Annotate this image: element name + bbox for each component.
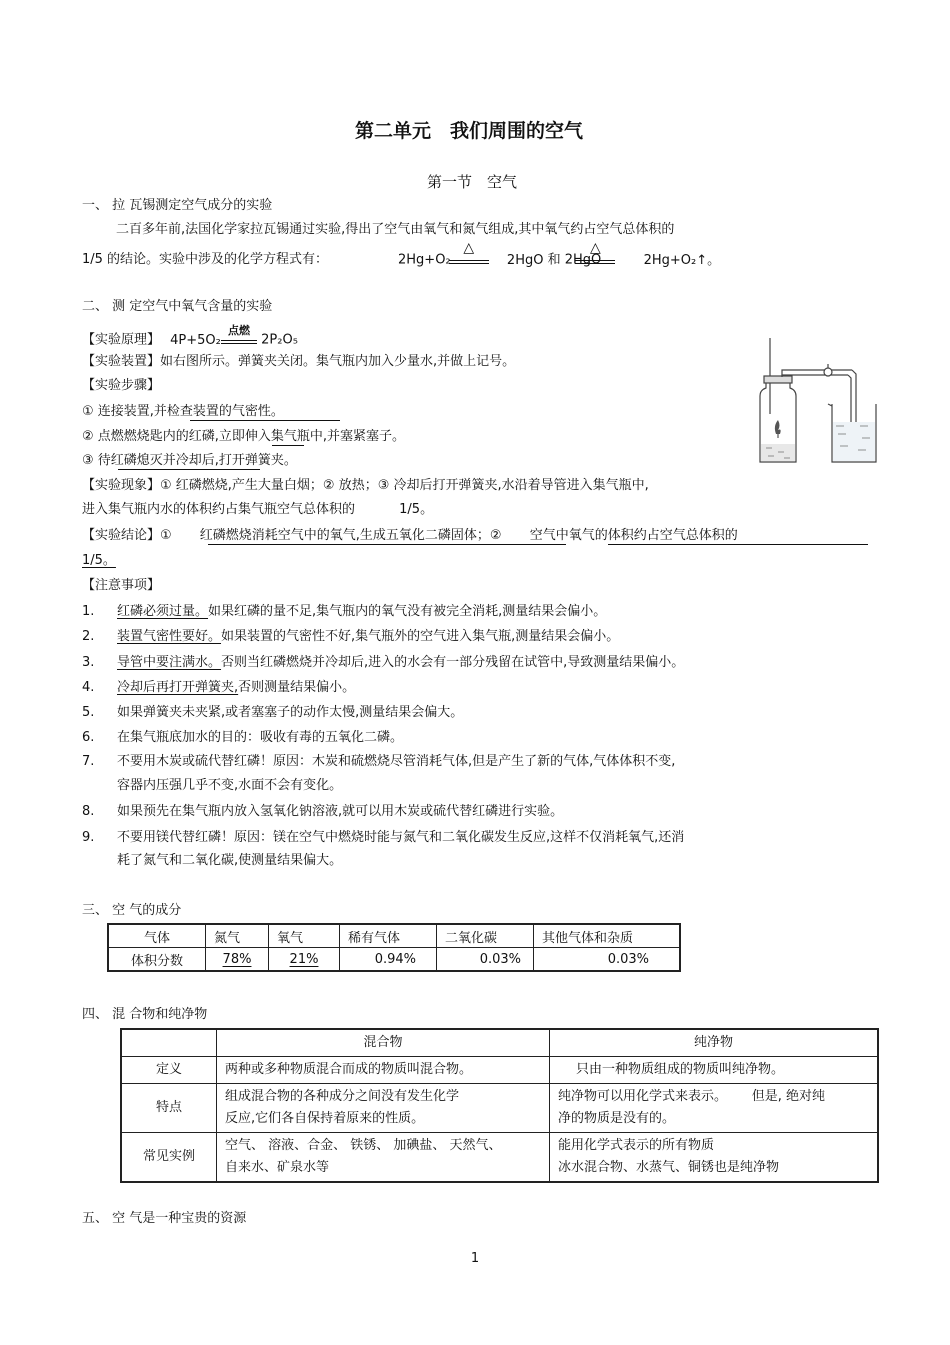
conclusion-underline-1 (208, 530, 566, 545)
cell-line: 空气、 溶液、合金、 铁锈、 加碘盐、 天然气、 (225, 1138, 502, 1153)
s4-heading: 四、 混 合物和纯净物 (82, 1007, 208, 1022)
note-item-9-cont: 耗了氮气和二氧化碳,使测量结果偏大。 (117, 853, 343, 868)
cell-line: 反应,它们各自保持着原来的性质。 (225, 1111, 425, 1126)
s1-paragraph-1: 二百多年前,法国化学家拉瓦锡通过实验,得出了空气由氧气和氮气组成,其中氧气约占空气总体积的 (116, 222, 675, 237)
note-item-7-cont: 容器内压强几乎不变,水面不会有变化。 (117, 778, 343, 793)
cell-line: 纯净物可以用化学式来表示。 但是, 绝对纯 (558, 1089, 826, 1104)
notes-label: 【注意事项】 (82, 578, 161, 593)
note-num: 4. (82, 680, 95, 695)
table-row (108, 948, 680, 972)
note-item-2 (82, 628, 619, 646)
note-item-9 (82, 829, 684, 847)
table-cell: 氮气 (206, 924, 269, 948)
s1-heading: 一、 拉 瓦锡测定空气成分的实验 (82, 198, 273, 213)
note-text: 如果红磷的量不足,集气瓶内的氧气没有被完全消耗,测量结果会偏小。 (208, 604, 607, 619)
s5-heading: 五、 空 气是一种宝贵的资源 (82, 1211, 247, 1226)
cell-line: 能用化学式表示的所有物质 (558, 1138, 715, 1153)
s1-paragraph-2 (82, 251, 328, 269)
s1-p2-prefix: 1/5 的结论。实验中涉及的化学方程式有： (82, 252, 329, 267)
s3-heading: 三、 空 气的成分 (82, 903, 182, 918)
table-cell: 0.03% (534, 948, 681, 972)
table-row (108, 924, 680, 948)
apparatus-line: 【实验装置】如右图所示。弹簧夹关闭。集气瓶内加入少量水,并做上记号。 (82, 354, 516, 369)
section-title: 第一节 空气 (426, 173, 517, 191)
step-1: ① 连接装置,并检查装置的气密性。 (82, 404, 284, 419)
table-cell: 纯净物 (550, 1029, 879, 1057)
table-cell (121, 1029, 217, 1057)
heat-symbol-2: △ (590, 240, 601, 256)
mixture-table (120, 1028, 879, 1183)
table-cell: 两种或多种物质混合而成的物质叫混合物。 (217, 1057, 550, 1084)
cell-line: 净的物质是没有的。 (558, 1111, 676, 1126)
note-num: 9. (82, 830, 95, 845)
table-row (121, 1133, 878, 1183)
note-text: 如果装置的气密性不好,集气瓶外的空气进入集气瓶,测量结果会偏小。 (221, 629, 620, 644)
step-3-underline (118, 455, 260, 470)
note-item-4 (82, 679, 355, 697)
eq2-left: 2HgO (564, 252, 602, 268)
table-cell: 0.94% (340, 948, 437, 972)
heat-arrow-2 (575, 240, 615, 269)
note-emphasis: 装置气密性要好。 (117, 629, 222, 644)
principle-label: 【实验原理】 (82, 332, 161, 348)
table-cell (217, 1133, 550, 1183)
note-emphasis: 导管中要注满水。 (117, 655, 222, 670)
table-cell: 体积分数 (108, 948, 206, 972)
page-title: 第二单元 我们周围的空气 (354, 120, 583, 142)
table-cell: 二氧化碳 (437, 924, 534, 948)
note-text: 否则测量结果偏小。 (238, 680, 356, 695)
note-item-7 (82, 753, 675, 771)
note-item-6 (82, 729, 403, 747)
note-item-3 (82, 654, 684, 672)
note-num: 1. (82, 604, 95, 619)
note-num: 7. (82, 754, 95, 769)
table-cell: 气体 (108, 924, 206, 948)
ignite-condition: 点燃 (228, 324, 251, 337)
heat-symbol: △ (463, 240, 475, 256)
table-cell (269, 948, 340, 972)
conclusion-3: 1/5。 (82, 553, 116, 568)
note-emphasis: 冷却后再打开弹簧夹, (117, 680, 239, 695)
table-cell (550, 1133, 879, 1183)
step-2: ② 点燃燃烧匙内的红磷,立即伸入集气瓶中,并塞紧塞子。 (82, 429, 406, 444)
conclusion-label: 【实验结论】① (82, 528, 172, 543)
steps-label: 【实验步骤】 (82, 378, 161, 393)
heat-arrow (449, 240, 489, 269)
eq1-left: 2Hg+O₂ (398, 252, 451, 268)
air-composition-table (107, 923, 681, 972)
table-cell (217, 1084, 550, 1133)
page-number: 1 (470, 1251, 480, 1266)
table-cell: 0.03% (437, 948, 534, 972)
table-cell (550, 1084, 879, 1133)
note-emphasis: 红磷必须过量。 (117, 604, 209, 619)
table-cell: 稀有气体 (340, 924, 437, 948)
principle-line (82, 324, 298, 350)
s2-heading: 二、 测 定空气中氧气含量的实验 (82, 299, 273, 314)
note-text: 否则当红磷燃烧并冷却后,进入的水会有一部分残留在试管中,导致测量结果偏小。 (221, 655, 685, 670)
note-text: 不要用木炭或硫代替红磷！原因：木炭和硫燃烧尽管消耗气体,但是产生了新的气体,气体体积不变, (117, 754, 676, 769)
table-cell: 其他气体和杂质 (534, 924, 681, 948)
phenomena-line-2 (82, 501, 433, 519)
table-cell: 只由一种物质组成的物质叫纯净物。 (550, 1057, 879, 1084)
note-num: 2. (82, 629, 95, 644)
note-text: 如果弹簧夹未夹紧,或者塞塞子的动作太慢,测量结果会偏大。 (117, 705, 464, 720)
note-num: 8. (82, 804, 95, 819)
phenomena-line-1: 【实验现象】① 红磷燃烧,产生大量白烟；② 放热；③ 冷却后打开弹簧夹,水沿着导管进入集气瓶中, (82, 478, 649, 493)
note-num: 3. (82, 655, 95, 670)
table-cell: 氧气 (269, 924, 340, 948)
eq-join: 和 (547, 252, 561, 268)
note-num: 6. (82, 730, 95, 745)
note-item-5 (82, 704, 463, 722)
table-row (121, 1084, 878, 1133)
step-1-underline (190, 406, 340, 421)
table-row (121, 1029, 878, 1057)
step-2-underline (272, 431, 304, 446)
table-cell: 常见实例 (121, 1133, 217, 1183)
table-cell: 混合物 (217, 1029, 550, 1057)
note-text: 如果预先在集气瓶内放入氢氧化钠溶液,就可以用木炭或硫代替红磷进行实验。 (117, 804, 564, 819)
cell-line: 自来水、矿泉水等 (225, 1160, 330, 1175)
note-item-8 (82, 803, 563, 821)
eq1-right: 2HgO (506, 252, 544, 268)
apparatus-diagram (748, 334, 884, 468)
note-text: 在集气瓶底加水的目的：吸收有毒的五氧化二磷。 (117, 730, 404, 745)
note-text: 不要用镁代替红磷！原因：镁在空气中燃烧时能与氮气和二氧化碳发生反应,这样不仅消耗氧气,还消 (117, 830, 685, 845)
table-cell (206, 948, 269, 972)
phenomena-text: 进入集气瓶内水的体积约占集气瓶空气总体积的 (82, 502, 356, 517)
ignite-arrow (221, 324, 257, 349)
note-item-1 (82, 603, 606, 621)
cell-line: 组成混合物的各种成分之间没有发生化学 (225, 1089, 460, 1104)
step-3: ③ 待红磷熄灭并冷却后,打开弹簧夹。 (82, 453, 297, 468)
conclusion-1: 红磷燃烧消耗空气中的氧气,生成五氧化二磷固体；② (199, 528, 502, 543)
eq2-right: 2Hg+O₂↑。 (643, 252, 721, 268)
table-cell: 定义 (121, 1057, 217, 1084)
conclusion-underline-2 (608, 530, 868, 545)
principle-left: 4P+5O₂ (170, 332, 221, 348)
equation-1 (398, 240, 721, 270)
value-oxygen: 21% (289, 951, 319, 967)
note-num: 5. (82, 705, 95, 720)
table-cell: 特点 (121, 1084, 217, 1133)
phenomena-value: 1/5。 (399, 502, 434, 517)
value-nitrogen: 78% (222, 951, 252, 967)
table-row (121, 1057, 878, 1084)
cell-line: 冰水混合物、水蒸气、铜锈也是纯净物 (558, 1160, 780, 1175)
conclusion-2: 空气中氧气的体积约占空气总体积的 (529, 528, 738, 543)
principle-right: 2P₂O₅ (261, 332, 298, 348)
